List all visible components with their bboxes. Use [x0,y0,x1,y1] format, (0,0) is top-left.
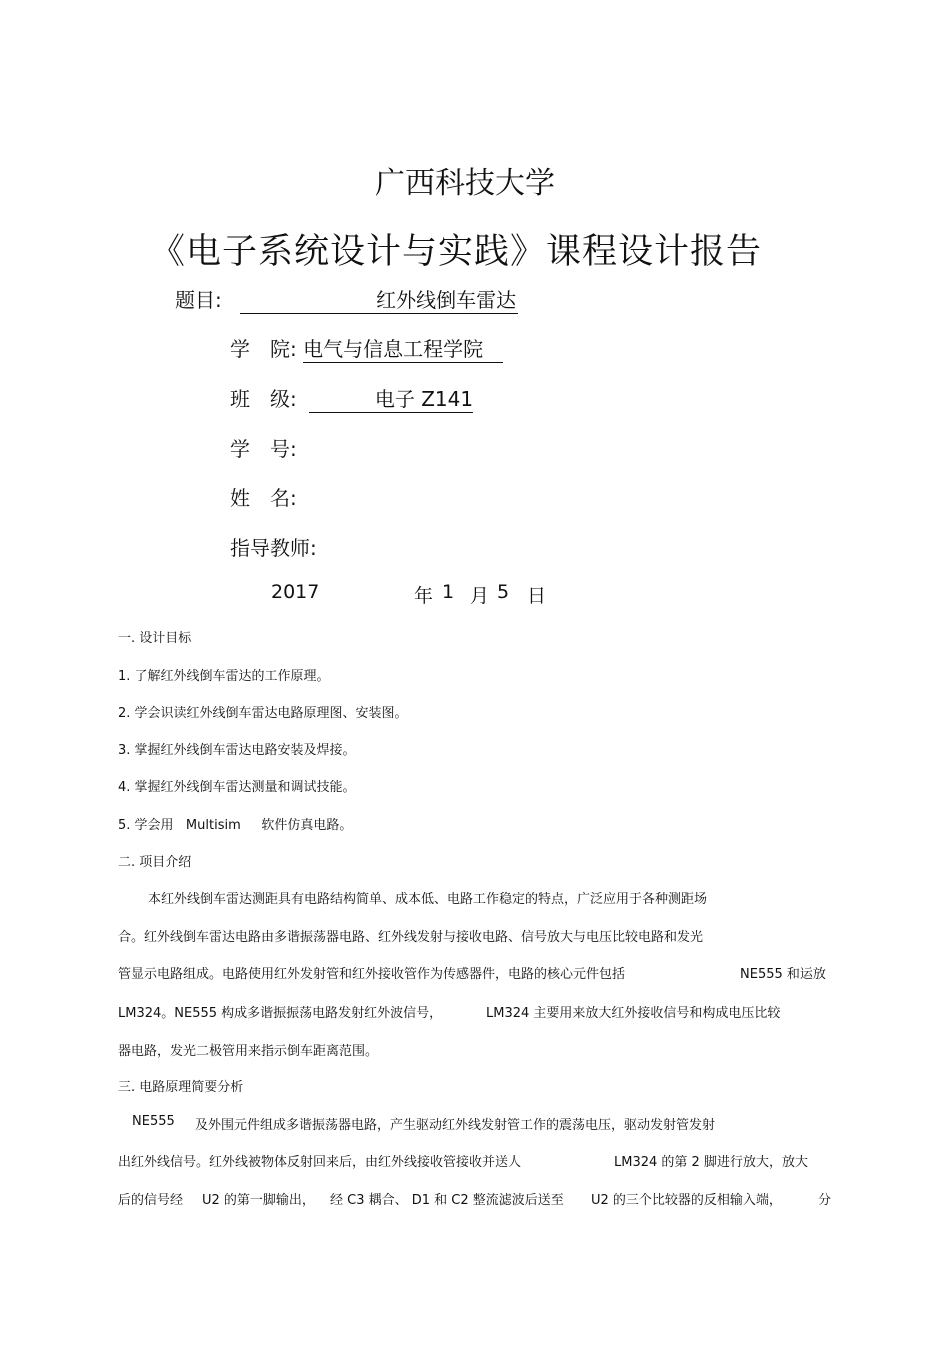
paragraph-line: LM324。NE555 构成多谐振振荡电路发射红外波信号， [118,1006,443,1021]
paragraph-line: 管显示电路组成。电路使用红外发射管和红外接收管作为传感器件，电路的核心元件包括 [118,967,626,982]
paragraph-line: NE555 [132,1114,175,1129]
class-label: 班 级: [230,387,297,411]
list-item: 3. 掌握红外线倒车雷达电路安装及焊接。 [118,743,356,758]
date-year: 2017 [271,581,320,603]
paragraph-line: U2 的三个比较器的反相输入端， [591,1193,782,1208]
list-item: 1. 了解红外线倒车雷达的工作原理。 [118,669,330,684]
paragraph-line: NE555 和运放 [740,967,826,982]
section-heading-analysis: 三. 电路原理简要分析 [118,1080,244,1095]
college-label: 学 院: [230,337,297,361]
list-item: 4. 掌握红外线倒车雷达测量和调试技能。 [118,780,356,795]
paragraph-line: 器电路，发光二极管用来指示倒车距离范围。 [118,1044,379,1059]
course-title: 《电子系统设计与实践》课程设计报告 [150,232,763,272]
date-day-unit: 日 [527,585,547,607]
college-row [230,333,503,363]
list-item: 2. 学会识读红外线倒车雷达电路原理图、安装图。 [118,706,408,721]
paragraph-line: LM324 的第 2 脚进行放大，放大 [614,1155,808,1170]
university-name: 广西科技大学 [375,166,555,201]
student-id-label: 学 号: [230,437,297,461]
topic-row [175,284,518,314]
date-month: 1 [442,581,455,603]
paragraph-line: 出红外线信号。红外线被物体反射回来后，由红外线接收管接收并送人 [118,1155,522,1170]
date-month-unit: 月 [470,585,490,607]
date-day: 5 [497,581,510,603]
paragraph-line: 经 C3 耦合、 D1 和 C2 整流滤波后送至 [330,1193,564,1208]
paragraph-line: 分 [818,1193,832,1208]
list-item: 5. 学会用 Multisim 软件仿真电路。 [118,818,353,833]
name-label: 姓 名: [230,486,297,510]
class-value: 电子 Z141 [309,383,473,413]
paragraph-line: 后的信号经 [118,1193,184,1208]
paragraph-line: U2 的第一脚输出， [202,1193,315,1208]
topic-label: 题目: [175,288,222,312]
date-year-unit: 年 [414,585,434,607]
paragraph-line: 本红外线倒车雷达测距具有电路结构简单、成本低、电路工作稳定的特点，广泛应用于各种测距场 [148,892,708,907]
paragraph-line: 合。红外线倒车雷达电路由多谐振荡器电路、红外线发射与接收电路、信号放大与电压比较电路和发光 [118,930,704,945]
advisor-label: 指导教师: [230,536,317,560]
topic-value: 红外线倒车雷达 [240,284,518,314]
section-heading-goals: 一. 设计目标 [118,631,192,646]
class-row [230,383,473,413]
college-value: 电气与信息工程学院 [303,333,503,363]
section-heading-intro: 二. 项目介绍 [118,855,192,870]
paragraph-line: LM324 主要用来放大红外接收信号和构成电压比较 [486,1006,781,1021]
paragraph-line: 及外围元件组成多谐振荡器电路，产生驱动红外线发射管工作的震荡电压，驱动发射管发射 [195,1118,716,1133]
